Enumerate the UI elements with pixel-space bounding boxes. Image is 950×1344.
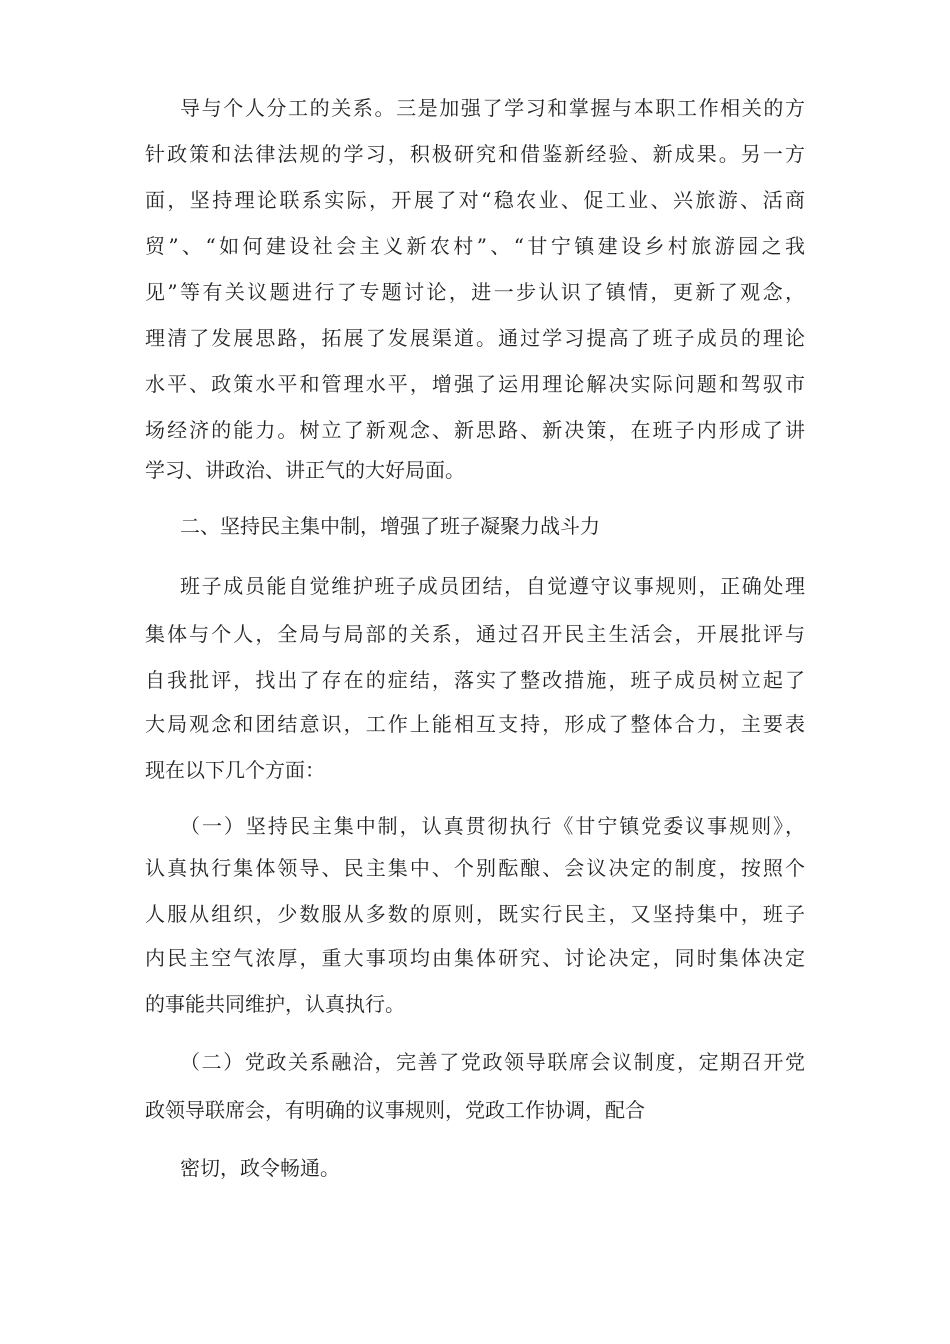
p1-line-5: 见”等有关议题进行了专题讨论，进一步认识了镇情，更新了观念，	[145, 280, 805, 304]
p3-line-1: （一）坚持民主集中制，认真贯彻执行《甘宁镇党委议事规则》，	[180, 814, 805, 838]
p1-line-8: 场经济的能力。树立了新观念、新思路、新决策，在班子内形成了讲	[145, 418, 805, 442]
p4-line-3: 密切，政令畅通。	[180, 1156, 340, 1180]
p1-line-1: 导与个人分工的关系。三是加强了学习和掌握与本职工作相关的方	[180, 96, 805, 120]
p1-line-4: 贸”、“如何建设社会主义新农村”、“甘宁镇建设乡村旅游园之我	[145, 234, 805, 258]
p2-line-4: 大局观念和团结意识，工作上能相互支持，形成了整体合力，主要表	[145, 712, 805, 736]
p3-line-5: 的事能共同维护，认真执行。	[145, 992, 405, 1016]
p4-line-2: 政领导联席会，有明确的议事规则，党政工作协调，配合	[145, 1098, 645, 1122]
p1-line-9: 学习、讲政治、讲正气的大好局面。	[145, 458, 465, 482]
p2-line-5: 现在以下几个方面：	[145, 758, 325, 782]
p1-line-3: 面，坚持理论联系实际，开展了对“稳农业、促工业、兴旅游、活商	[145, 188, 805, 212]
p1-line-6: 理清了发展思路，拓展了发展渠道。通过学习提高了班子成员的理论	[145, 326, 805, 350]
p2-line-1: 班子成员能自觉维护班子成员团结，自觉遵守议事规则，正确处理	[180, 574, 805, 598]
p2-line-3: 自我批评，找出了存在的症结，落实了整改措施，班子成员树立起了	[145, 668, 805, 692]
p2-line-2: 集体与个人，全局与局部的关系，通过召开民主生活会，开展批评与	[145, 622, 805, 646]
p3-line-3: 人服从组织，少数服从多数的原则，既实行民主，又坚持集中，班子	[145, 902, 805, 926]
p1-line-2: 针政策和法律法规的学习，积极研究和借鉴新经验、新成果。另一方	[145, 142, 805, 166]
p1-line-7: 水平、政策水平和管理水平，增强了运用理论解决实际问题和驾驭市	[145, 372, 805, 396]
p3-line-2: 认真执行集体领导、民主集中、个别酝酿、会议决定的制度，按照个	[145, 856, 805, 880]
p4-line-1: （二）党政关系融洽，完善了党政领导联席会议制度，定期召开党	[180, 1050, 805, 1074]
section-heading-2: 二、坚持民主集中制，增强了班子凝聚力战斗力	[180, 514, 600, 538]
p3-line-4: 内民主空气浓厚，重大事项均由集体研究、讨论决定，同时集体决定	[145, 946, 805, 970]
